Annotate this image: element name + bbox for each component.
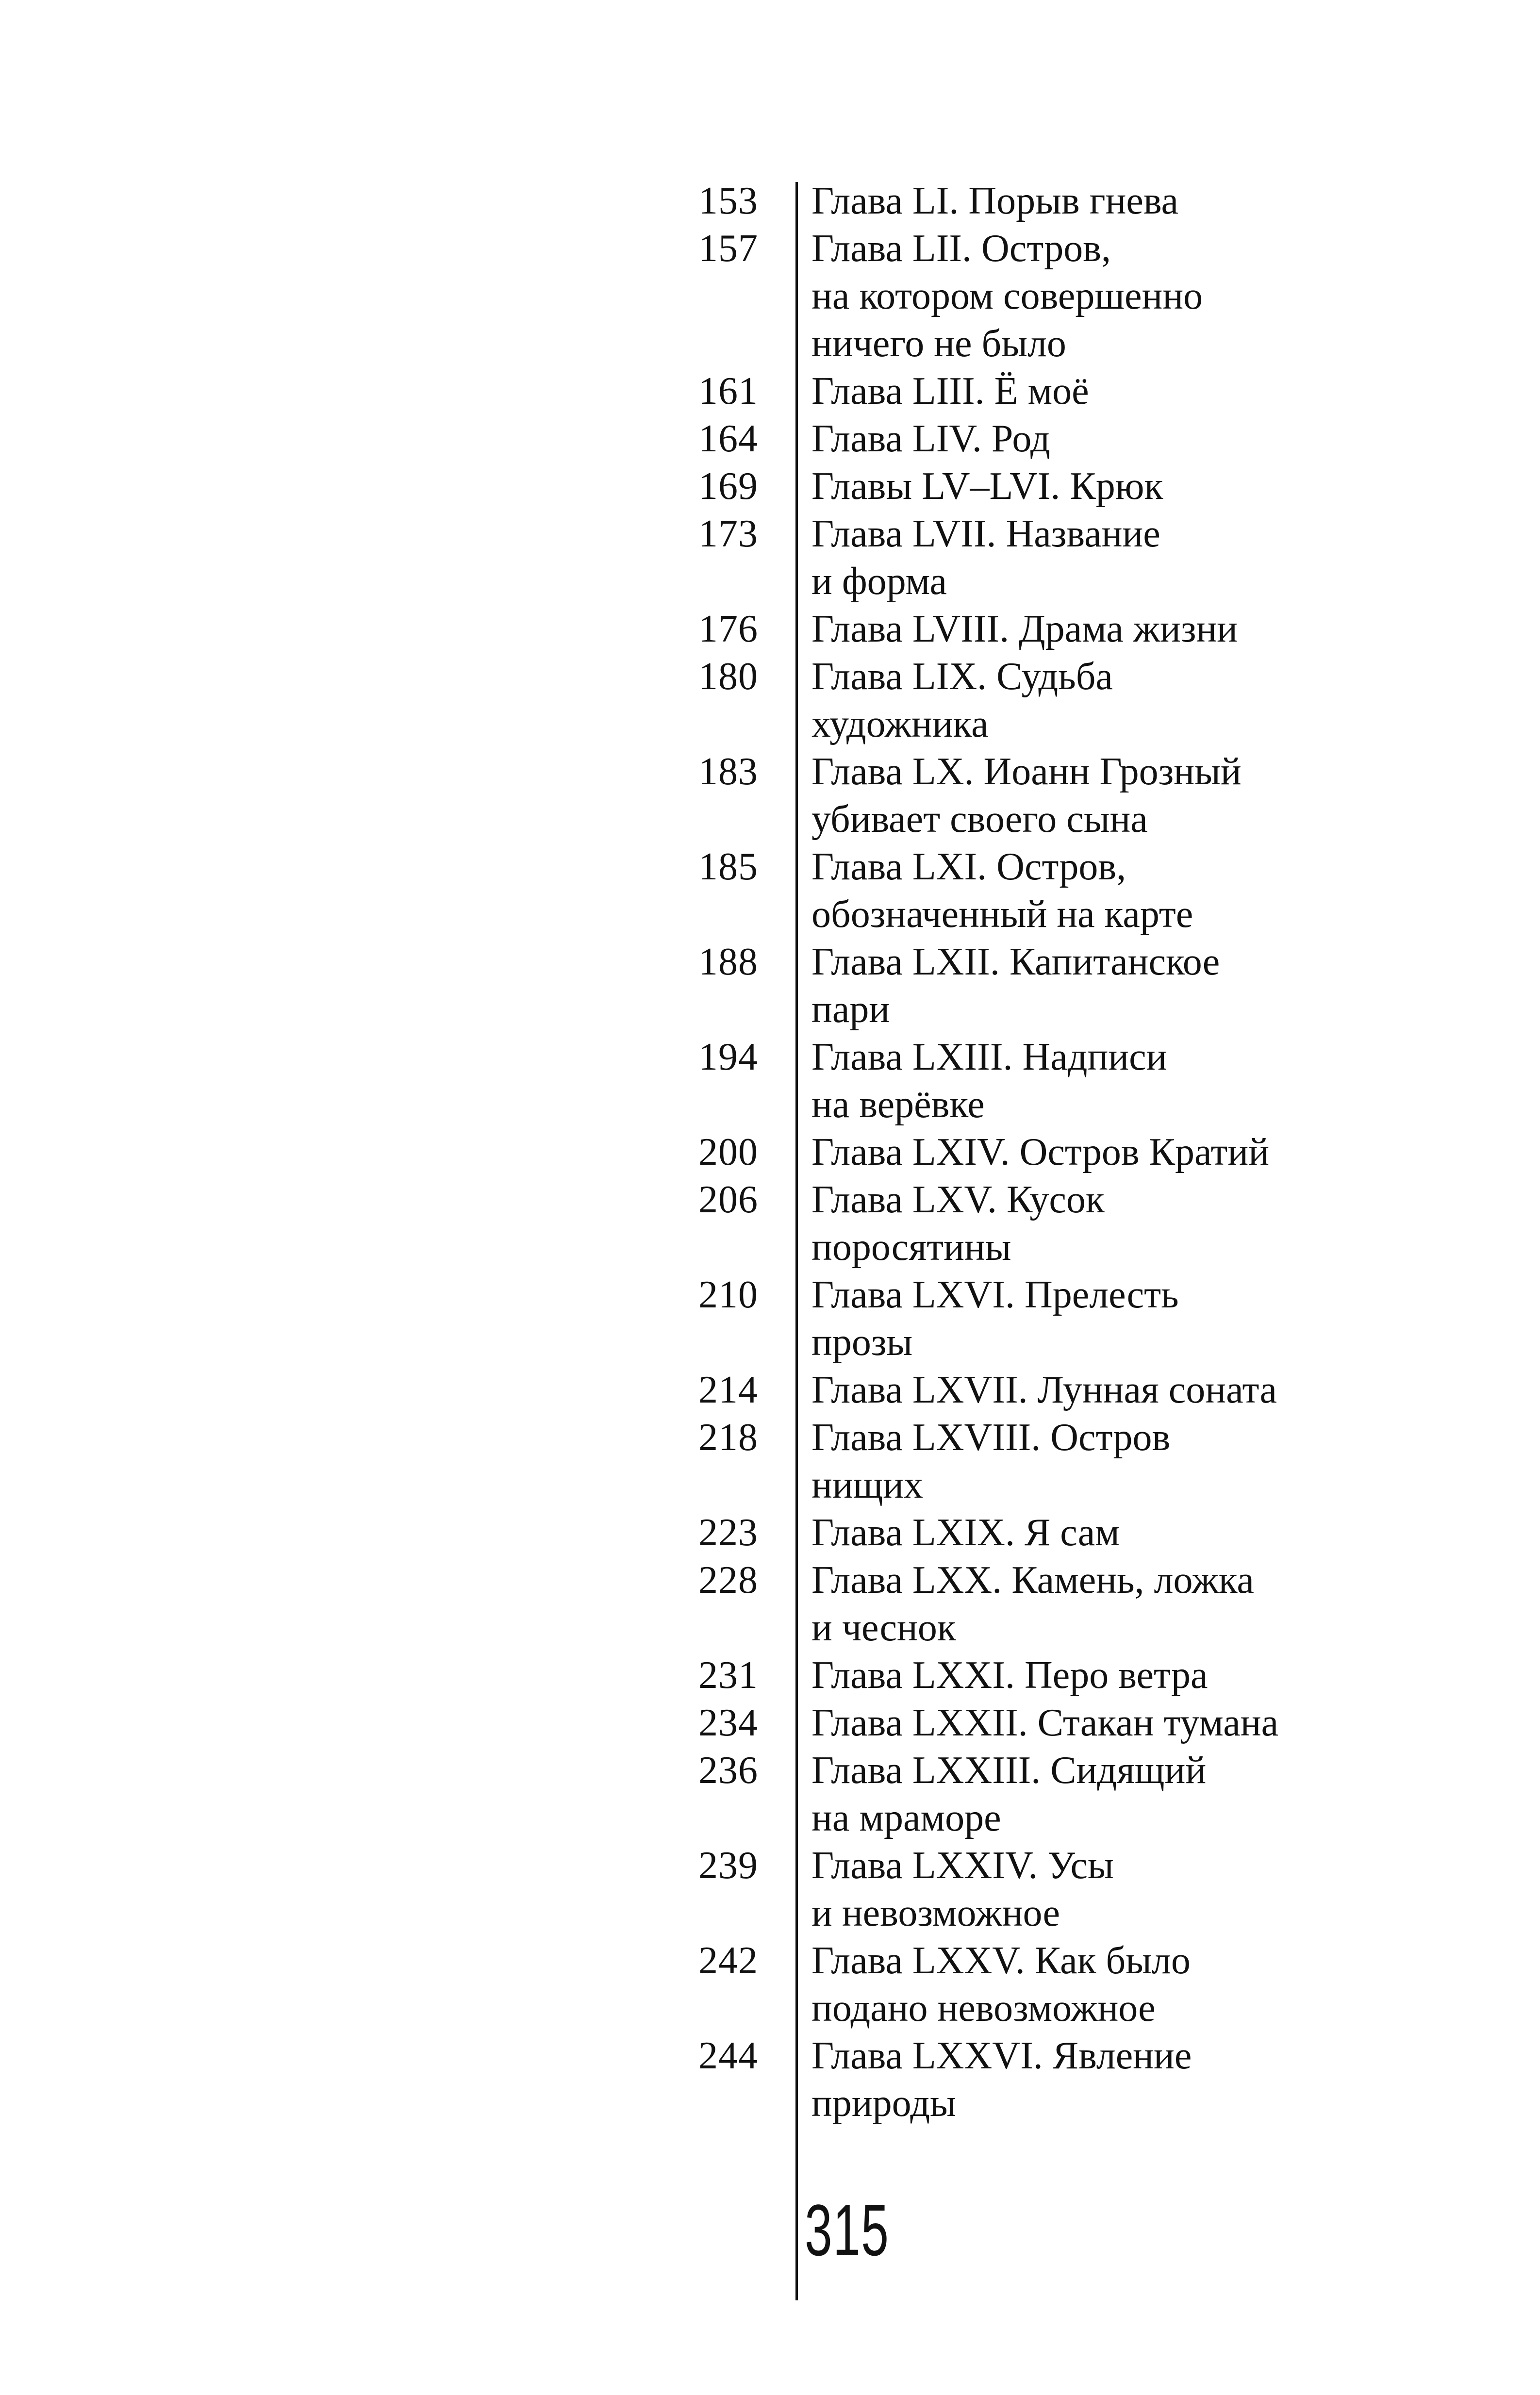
- toc-entry: [646, 1414, 1412, 1509]
- toc-chapter-title: Глава LI. Порыв гнева: [811, 180, 1179, 222]
- toc-entry: [646, 462, 1412, 510]
- toc-entry: [646, 1176, 1412, 1271]
- toc-page-number: 228: [698, 1559, 758, 1602]
- toc-entry: [646, 1366, 1412, 1414]
- toc-chapter-title: Глава LXV. Кусок поросятины: [811, 1178, 1105, 1269]
- toc-page-number: 180: [698, 655, 758, 698]
- toc-entry: [646, 1509, 1412, 1556]
- toc-page-number: 206: [698, 1178, 758, 1221]
- toc-chapter-title: Глава LXXIV. Усы и невозможное: [811, 1844, 1114, 1934]
- toc-chapter-title: Глава LXVII. Лунная соната: [811, 1369, 1277, 1411]
- toc-entry: [646, 1556, 1412, 1652]
- toc-chapter-title: Глава LVIII. Драма жизни: [811, 608, 1238, 650]
- toc-chapter-title: Глава LXVIII. Остров нищих: [811, 1416, 1171, 1506]
- toc-entry: [646, 605, 1412, 653]
- toc-page-number: 194: [698, 1036, 758, 1078]
- toc-chapter-title: Глава LIII. Ё моё: [811, 370, 1089, 413]
- page-number: 315: [805, 2189, 890, 2271]
- toc-entry: [646, 653, 1412, 748]
- toc-page-number: 236: [698, 1749, 758, 1792]
- toc-entry: [646, 1747, 1412, 1842]
- toc-page-number: 214: [698, 1369, 758, 1411]
- toc-entry: [646, 415, 1412, 462]
- toc-entry: [646, 367, 1412, 415]
- toc-chapter-title: Глава LXII. Капитанское пари: [811, 941, 1220, 1031]
- toc-chapter-title: Глава LXX. Камень, ложка и чеснок: [811, 1559, 1254, 1649]
- toc-entry: [646, 1271, 1412, 1366]
- toc-entry: [646, 1699, 1412, 1747]
- toc-page-number: 200: [698, 1131, 758, 1173]
- toc-entry: [646, 1937, 1412, 2032]
- toc-page-number: 188: [698, 941, 758, 983]
- toc-chapter-title: Глава LII. Остров, на котором совершенно ничего не было: [811, 227, 1203, 365]
- toc-chapter-title: Глава LXXIII. Сидящий на мраморе: [811, 1749, 1207, 1839]
- toc-page-number: 183: [698, 750, 758, 793]
- toc-page-number: 157: [698, 227, 758, 270]
- toc-entry: [646, 938, 1412, 1033]
- toc-page-number: 153: [698, 180, 758, 222]
- toc-chapter-title: Глава LXXI. Перо ветра: [811, 1654, 1208, 1697]
- table-of-contents: [646, 177, 1412, 2127]
- toc-chapter-title: Глава LXXII. Стакан тумана: [811, 1701, 1279, 1744]
- toc-page-number: 244: [698, 2034, 758, 2077]
- toc-page-number: 169: [698, 465, 758, 508]
- toc-page-number: 164: [698, 417, 758, 460]
- toc-page-number: 239: [698, 1844, 758, 1887]
- toc-entry: [646, 1652, 1412, 1699]
- toc-chapter-title: Глава LXI. Остров, обозначенный на карте: [811, 845, 1193, 936]
- toc-chapter-title: Глава LIX. Судьба художника: [811, 655, 1113, 745]
- toc-chapter-title: Глава LXXV. Как было подано невозможное: [811, 1939, 1191, 2030]
- toc-chapter-title: Глава LXIII. Надписи на верёвке: [811, 1036, 1167, 1126]
- toc-page-number: 231: [698, 1654, 758, 1697]
- toc-entry: [646, 2032, 1412, 2127]
- toc-chapter-title: Глава LVII. Название и форма: [811, 512, 1160, 603]
- toc-chapter-title: Глава LXIX. Я сам: [811, 1511, 1120, 1554]
- toc-page-number: 161: [698, 370, 758, 413]
- toc-chapter-title: Глава LXIV. Остров Кратий: [811, 1131, 1270, 1173]
- toc-page-number: 185: [698, 845, 758, 888]
- toc-page-number: 176: [698, 608, 758, 650]
- toc-chapter-title: Глава LX. Иоанн Грозный убивает своего сына: [811, 750, 1242, 841]
- toc-page-number: 223: [698, 1511, 758, 1554]
- toc-chapter-title: Глава LIV. Род: [811, 417, 1050, 460]
- toc-page-number: 210: [698, 1273, 758, 1316]
- toc-entry: [646, 510, 1412, 605]
- toc-page-number: 173: [698, 512, 758, 555]
- toc-chapter-title: Главы LV–LVI. Крюк: [811, 465, 1163, 508]
- toc-page-number: 234: [698, 1701, 758, 1744]
- toc-entry: [646, 225, 1412, 367]
- toc-chapter-title: Глава LXXVI. Явление природы: [811, 2034, 1192, 2125]
- toc-page-number: 242: [698, 1939, 758, 1982]
- toc-entry: [646, 748, 1412, 843]
- toc-entry: [646, 1128, 1412, 1176]
- toc-entry: [646, 1033, 1412, 1128]
- toc-entry: [646, 843, 1412, 938]
- toc-entry: [646, 177, 1412, 225]
- toc-entry: [646, 1842, 1412, 1937]
- toc-chapter-title: Глава LXVI. Прелесть прозы: [811, 1273, 1179, 1364]
- toc-page-number: 218: [698, 1416, 758, 1459]
- column-divider: [795, 182, 798, 2300]
